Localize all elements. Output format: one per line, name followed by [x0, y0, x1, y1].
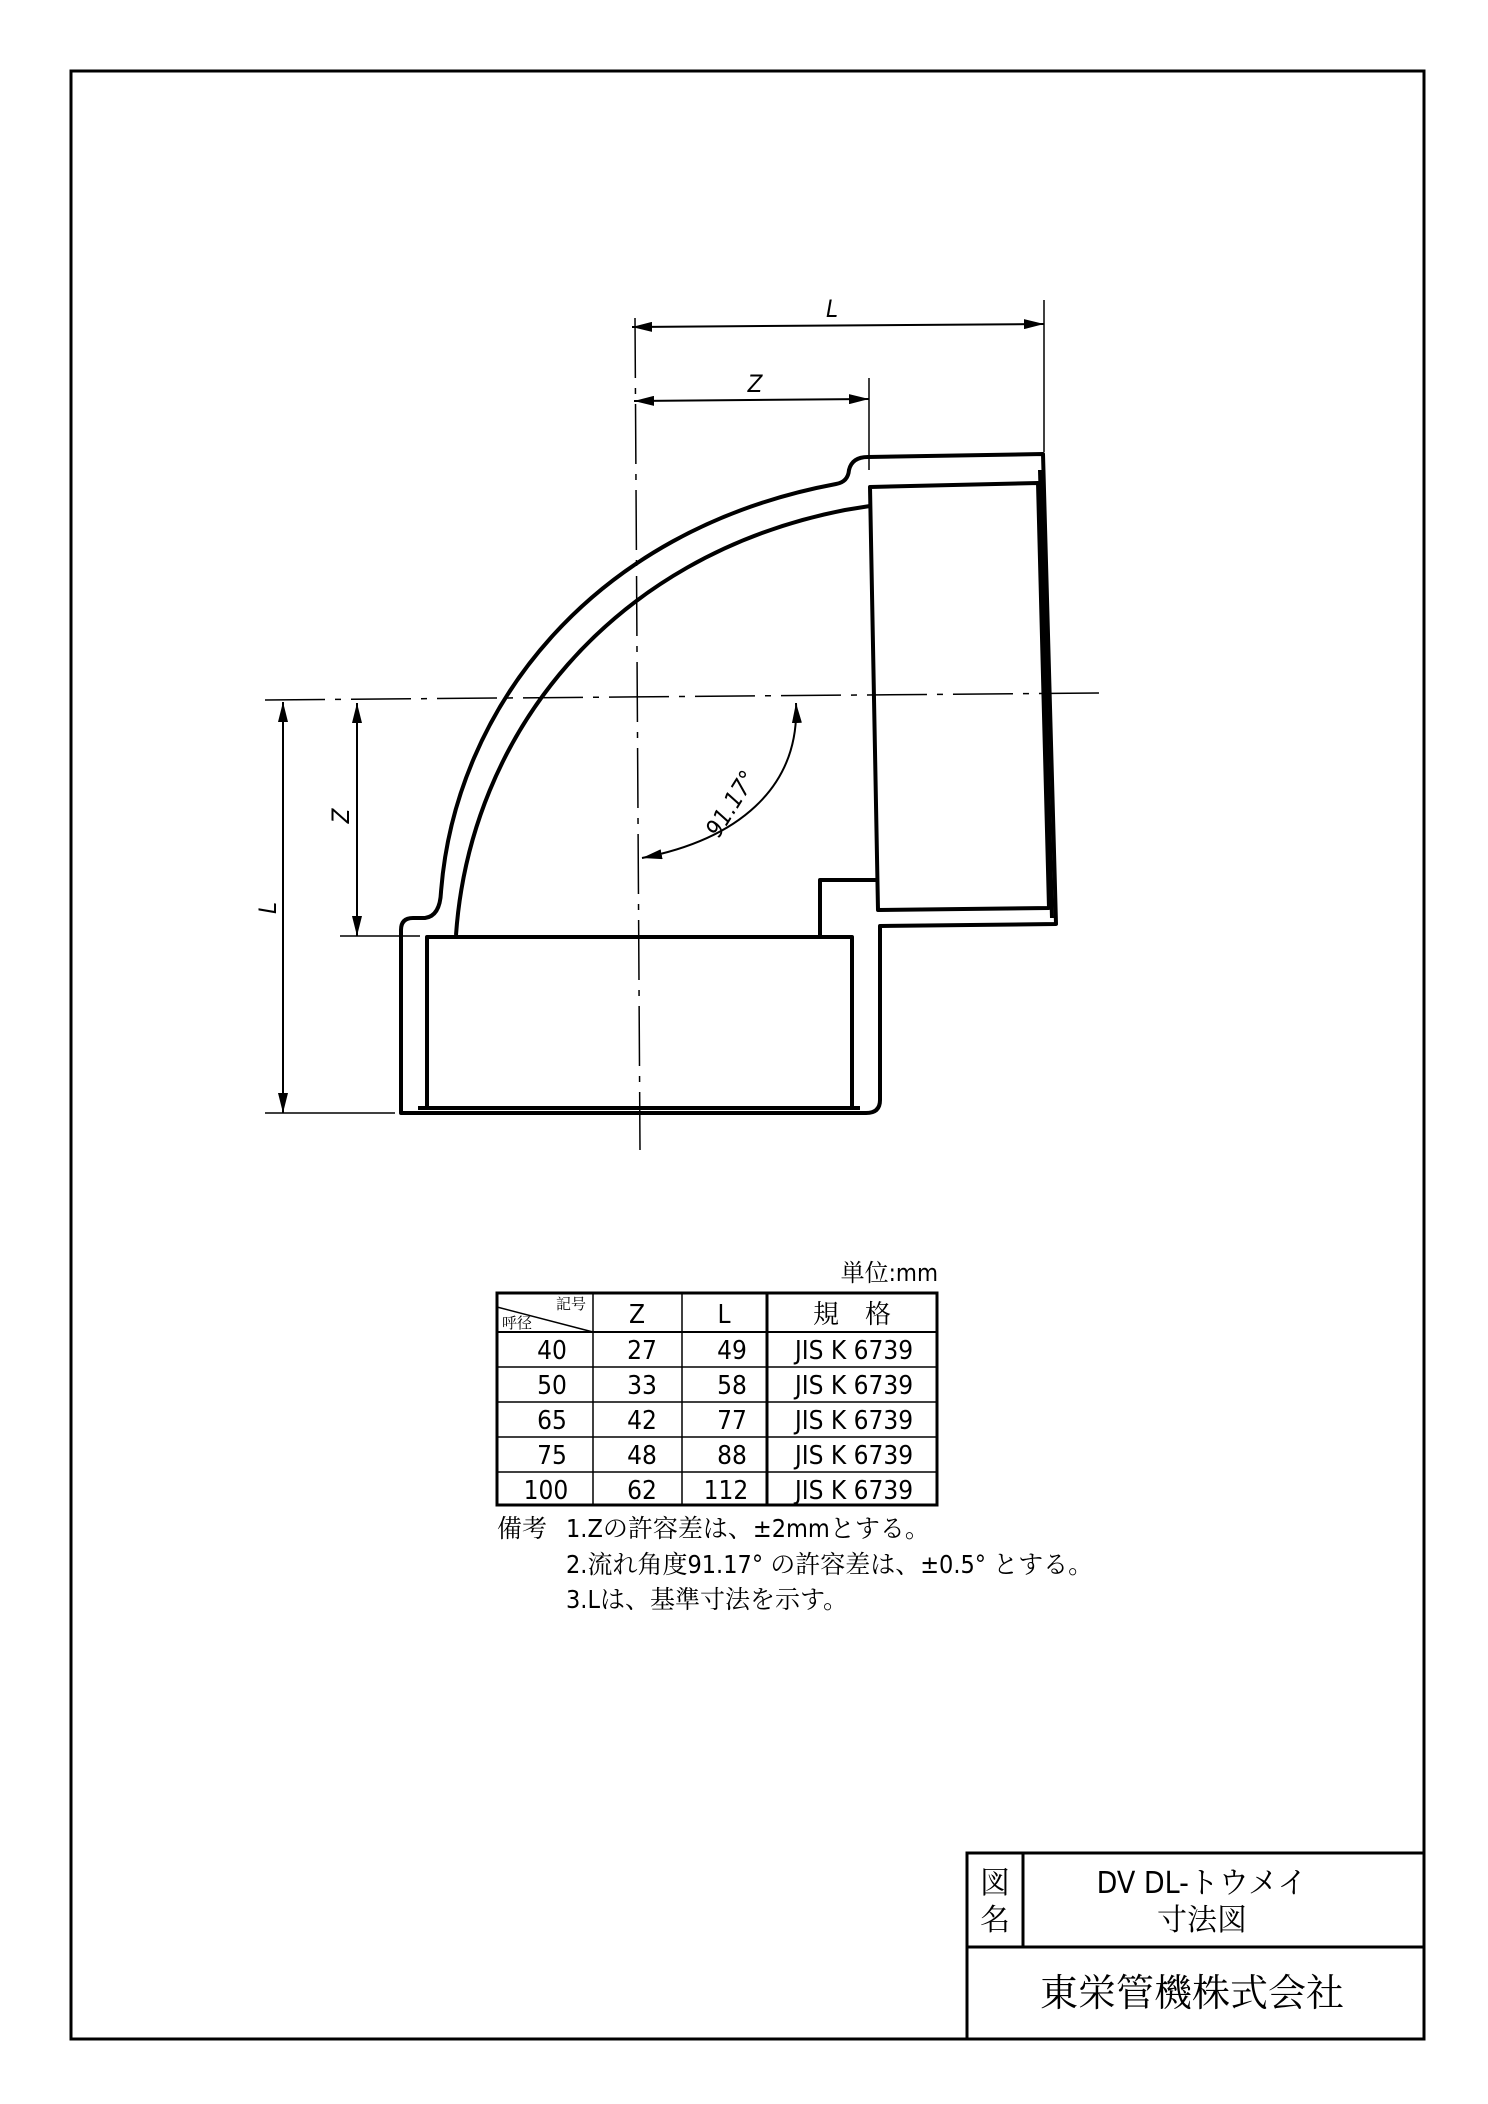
dim-line-Z-top	[634, 399, 869, 401]
title-label-top: 図	[980, 1866, 1010, 1901]
dim-text-L-top: L	[825, 295, 839, 323]
title-label-bottom: 名	[980, 1903, 1010, 1938]
elbow-inner-bore	[456, 506, 870, 935]
dim-text-L-left: L	[254, 901, 282, 915]
table-cell-z: 62	[627, 1476, 657, 1506]
table-cell-l: 49	[717, 1336, 747, 1366]
remark-item: 3.Lは、基準寸法を示す。	[566, 1585, 848, 1614]
table-cell-standard: JIS K 6739	[794, 1406, 914, 1436]
table-cell-size: 40	[537, 1336, 567, 1366]
table-corner-top: 記号	[556, 1295, 587, 1313]
company-name: 東栄管機株式会社	[1039, 1971, 1345, 2015]
drawing-title-line1: DV DL-トウメイ	[1096, 1866, 1308, 1901]
table-cell-standard: JIS K 6739	[794, 1441, 914, 1471]
table-cell-z: 42	[627, 1406, 657, 1436]
table-cell-standard: JIS K 6739	[794, 1371, 914, 1401]
table-cell-l: 77	[717, 1406, 747, 1436]
table-cell-z: 48	[627, 1441, 657, 1471]
remark-item: 2.流れ角度91.17° の許容差は、±0.5° とする。	[566, 1550, 1094, 1579]
dim-text-Z-left: Z	[327, 808, 355, 824]
table-corner-bottom: 呼径	[502, 1314, 533, 1332]
table-cell-size: 100	[523, 1476, 569, 1506]
remark-item: 1.Zの許容差は、±2mmとする。	[566, 1514, 930, 1543]
remarks	[497, 1514, 1093, 1614]
table-cell-size: 50	[537, 1371, 567, 1401]
table-header-l: L	[717, 1300, 731, 1330]
table-row	[524, 1476, 914, 1506]
centre-lines	[265, 318, 1100, 1150]
right-socket	[870, 483, 1049, 910]
drawing-title-line2: 寸法図	[1157, 1903, 1247, 1938]
table-cell-standard: JIS K 6739	[794, 1336, 914, 1366]
table-header-z: Z	[628, 1300, 646, 1330]
table-cell-z: 27	[627, 1336, 657, 1366]
socket-step	[820, 880, 878, 937]
table-cell-size: 75	[537, 1441, 567, 1471]
dimension-lines	[283, 324, 1044, 1113]
table-cell-size: 65	[537, 1406, 567, 1436]
unit-label: 単位:mm	[840, 1259, 938, 1287]
table-cell-standard: JIS K 6739	[794, 1476, 914, 1506]
dim-text-Z-top: Z	[747, 370, 763, 398]
remarks-heading: 備考	[497, 1514, 548, 1543]
table-cell-l: 88	[717, 1441, 747, 1471]
table-header-standard: 規 格	[812, 1300, 892, 1330]
table-cell-z: 33	[627, 1371, 657, 1401]
table-cell-l: 112	[703, 1476, 749, 1506]
table-cell-l: 58	[717, 1371, 747, 1401]
dim-line-L-top	[632, 324, 1044, 327]
extension-lines	[265, 300, 1044, 1113]
sheet-border	[71, 71, 1424, 2039]
angle-text: 91.17°	[700, 765, 763, 842]
